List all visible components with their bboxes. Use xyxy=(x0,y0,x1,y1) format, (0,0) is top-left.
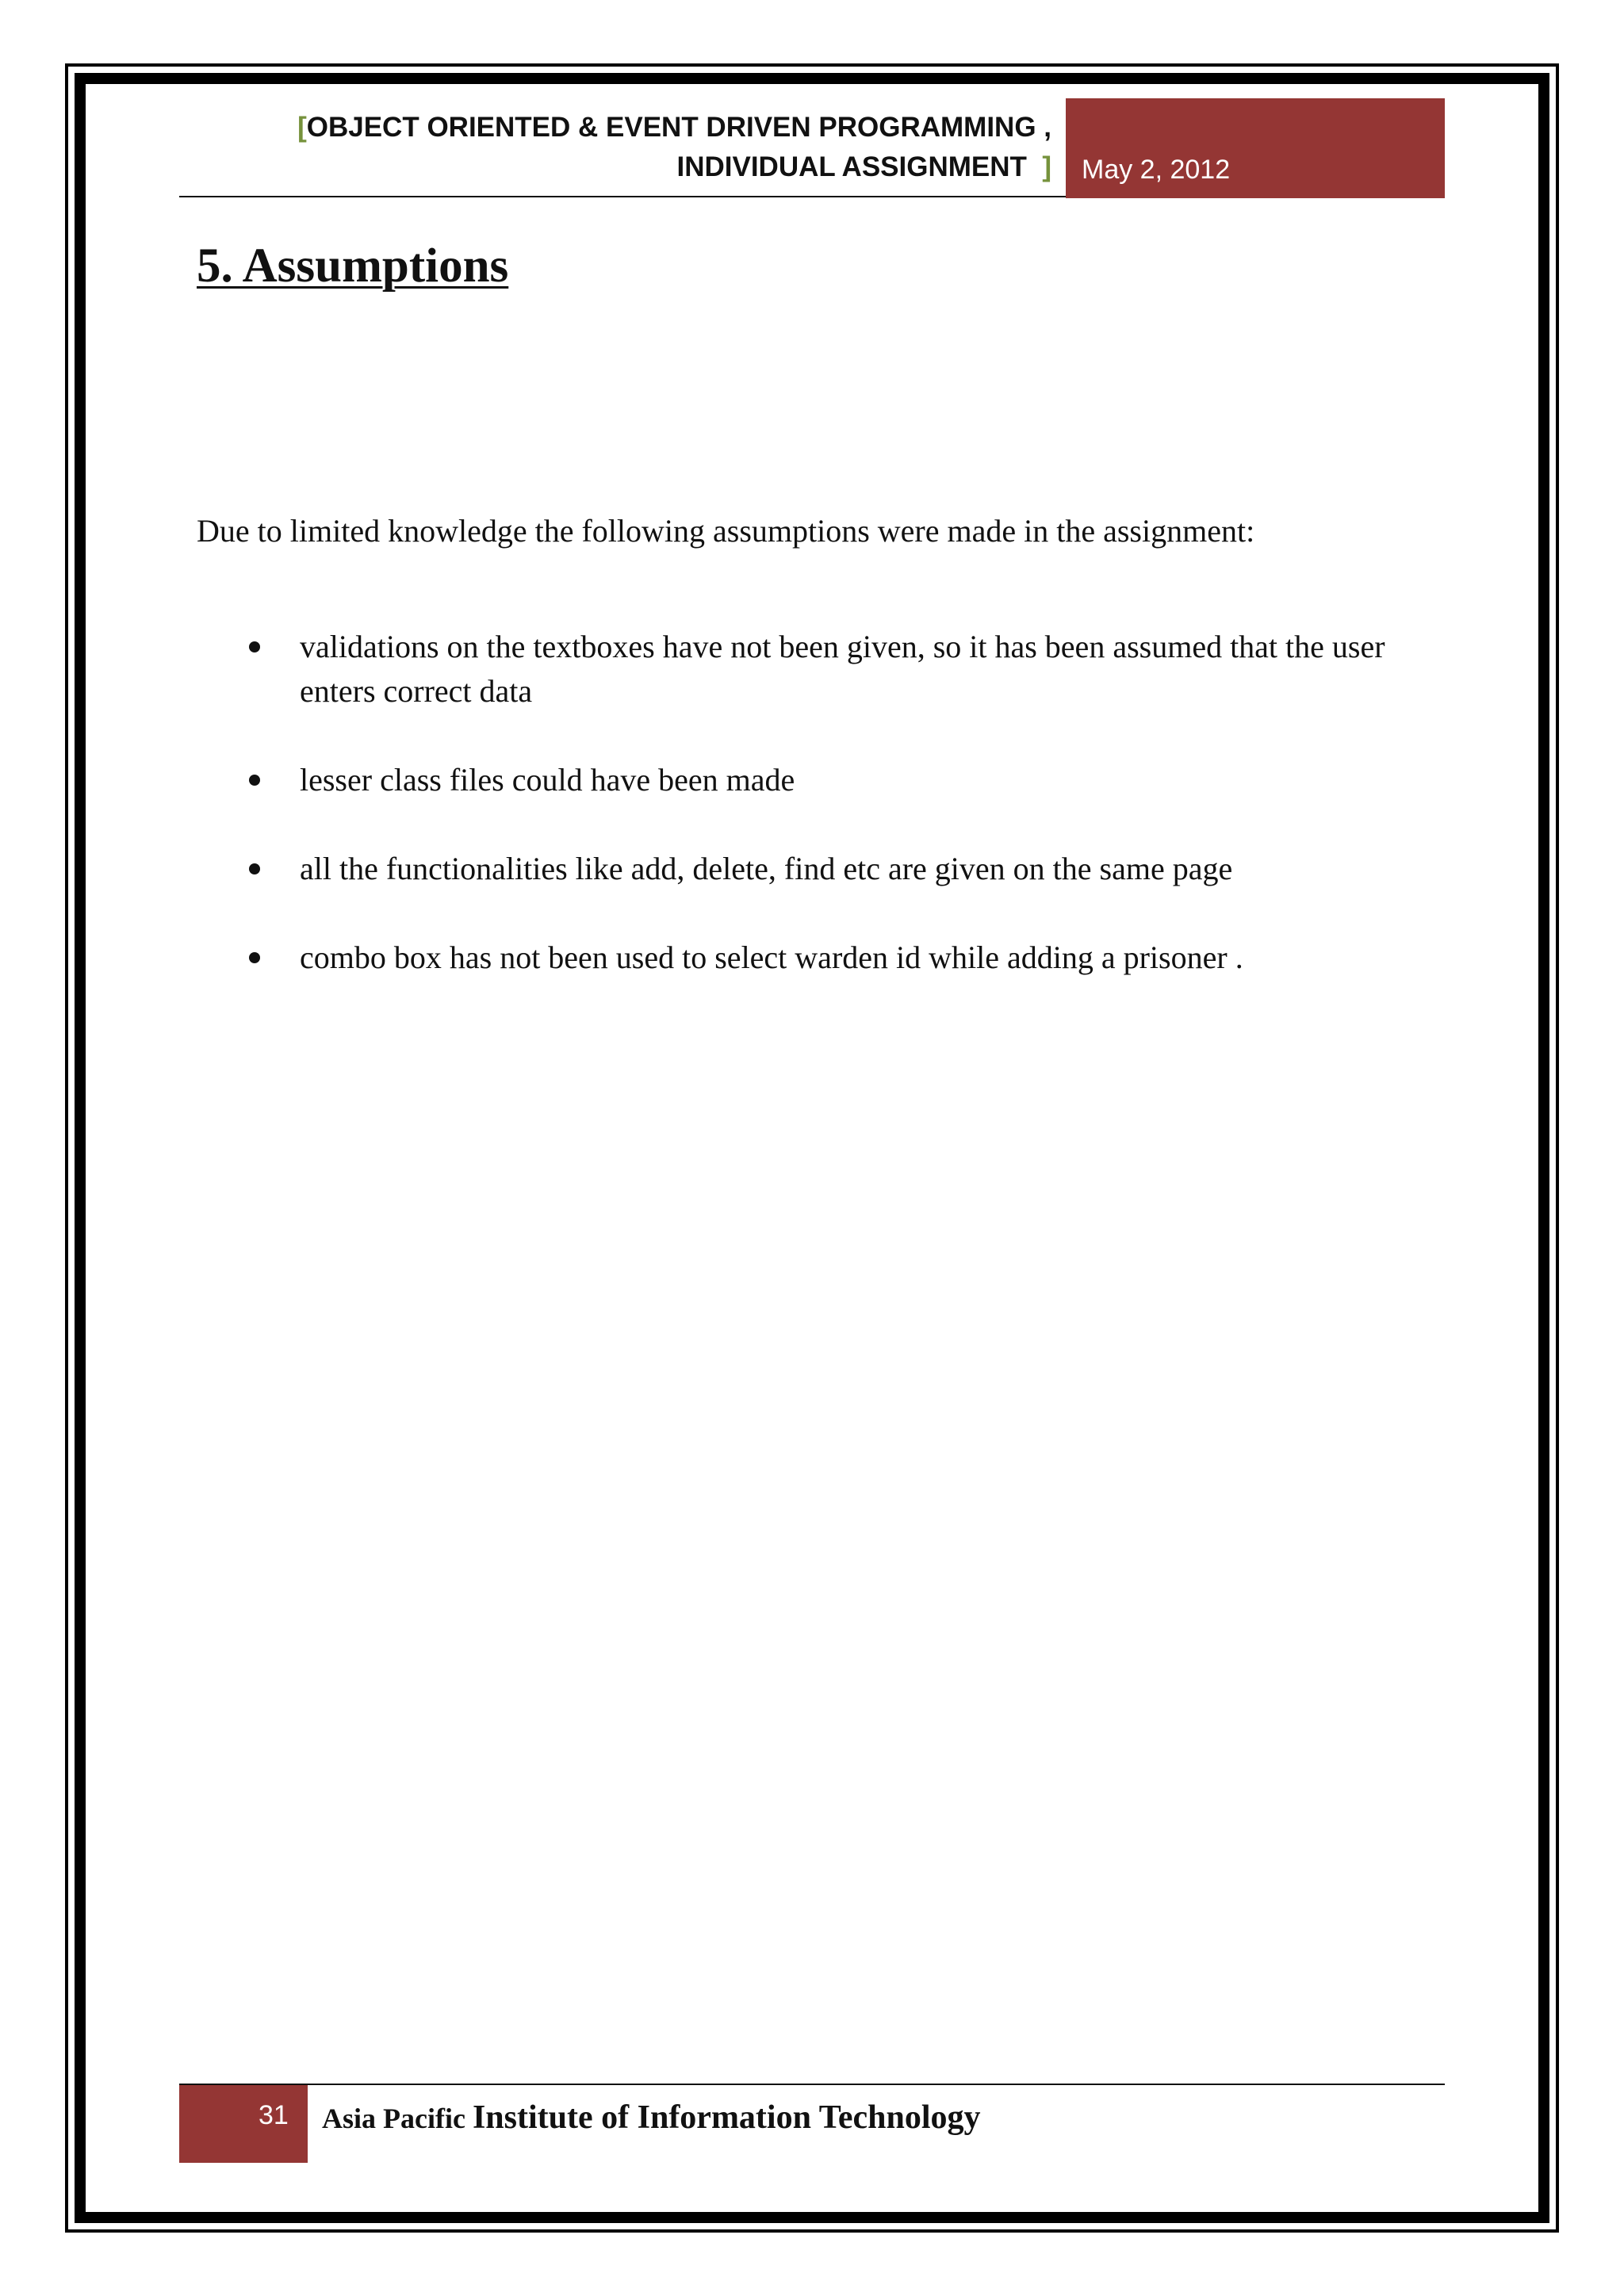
assumption-item xyxy=(197,758,1450,802)
section-heading: 5. Assumptions xyxy=(197,239,509,293)
footer-org-rest: Institute of Information Technology xyxy=(472,2099,981,2136)
bullet-dot-icon xyxy=(249,952,260,963)
header-title-text-2: INDIVIDUAL ASSIGNMENT xyxy=(676,151,1027,182)
header-bracket-close: ] xyxy=(1042,151,1051,182)
bullet-dot-icon xyxy=(249,863,260,874)
assumption-text: validations on the textboxes have not been given, so it has been assumed that the user enters correct data xyxy=(300,629,1385,709)
header-bracket-open: [ xyxy=(297,112,307,143)
footer-organization xyxy=(322,2098,981,2138)
header-title-text-1: OBJECT ORIENTED & EVENT DRIVEN PROGRAMMING , xyxy=(306,112,1051,143)
assumption-item xyxy=(197,625,1450,714)
assumptions-list xyxy=(197,625,1450,1024)
assumption-text: combo box has not been used to select warden id while adding a prisoner . xyxy=(300,939,1243,975)
page-number: 31 xyxy=(259,2100,289,2130)
footer-rule xyxy=(179,2084,1445,2085)
header-date: May 2, 2012 xyxy=(1082,155,1231,185)
header-title-line-1 xyxy=(179,108,1051,147)
bullet-dot-icon xyxy=(249,775,260,786)
assumption-text: lesser class files could have been made xyxy=(300,762,795,798)
footer-org-prefix: Asia Pacific xyxy=(322,2103,465,2134)
running-header-title xyxy=(179,108,1051,187)
page-border-inner xyxy=(75,73,1549,2223)
header-rule xyxy=(179,196,1066,197)
intro-paragraph: Due to limited knowledge the following assumptions were made in the assignment: xyxy=(197,513,1255,549)
header-title-line-2 xyxy=(179,147,1051,187)
bullet-dot-icon xyxy=(249,641,260,652)
assumption-item xyxy=(197,847,1450,891)
assumption-item xyxy=(197,936,1450,980)
assumption-text: all the functionalities like add, delete, find etc are given on the same page xyxy=(300,851,1233,886)
